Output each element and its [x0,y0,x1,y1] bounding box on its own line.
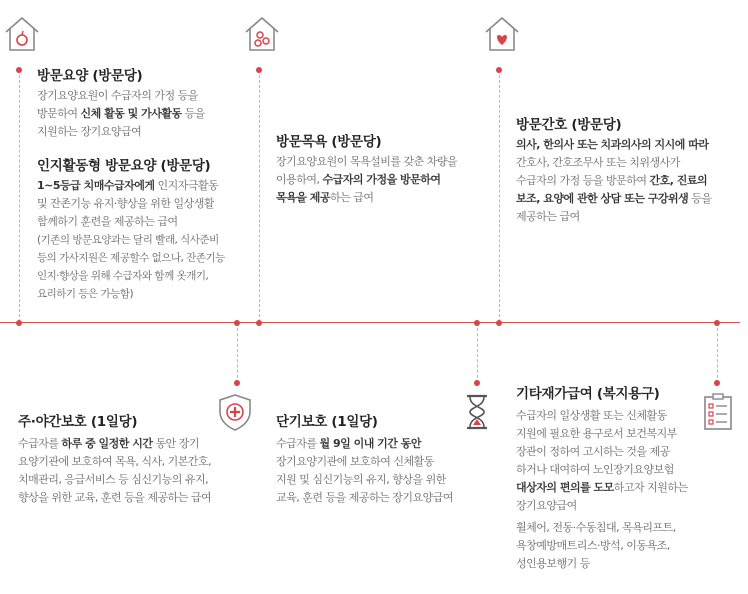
description-line: 장기요양요원이 수급자의 가정 등을 [37,89,198,102]
description-line: 1~5등급 치매수급자에게 인지자극활동 [37,179,219,192]
description-line: 장기요양급여 [516,499,577,512]
timeline-dot [474,320,480,326]
description-line: 요양기관에 보호하여 목욕, 식사, 기본간호, [18,455,212,468]
description-line: 수급자를 하루 중 일정한 시간 동안 장기 [18,437,200,450]
timeline-dot [16,67,22,73]
description-line: 대상자의 편의를 도모하고자 지원하는 [516,481,688,494]
house-heart-icon [482,14,522,54]
timeline-dot [714,320,720,326]
description-line: 의사, 한의사 또는 치과의사의 지시에 따라 [516,138,709,151]
timeline-dot [496,320,502,326]
description-line: 간호사, 간호조무사 또는 치위생사가 [516,156,680,169]
cognitive-home-care-section [37,154,242,303]
home-visit-care-section [37,64,242,141]
section-description [37,87,242,141]
house-nodes-icon [242,14,282,54]
description-line: 수급자의 일상생활 또는 신체활동 [516,409,667,422]
section-description [276,435,486,507]
description-line: 향상을 위한 교육, 훈련 등을 제공하는 급여 [18,491,212,504]
timeline-dot [234,320,240,326]
description-line: 및 잔존기능 유지·향상을 위한 일상생활 [37,197,214,210]
connector [499,70,500,322]
timeline-line [0,322,740,323]
description-line: 함께하기 훈련을 제공하는 급여 [37,215,178,228]
description-line: 휠체어, 전동·수동침대, 목욕리프트, [516,521,676,534]
description-line: 욕창예방매트리스·방석, 이동욕조, [516,539,670,552]
house-apple-icon [2,14,42,54]
section-title: 방문요양 (방문당) [37,68,143,84]
section-note [37,231,242,303]
description-line: 목욕을 제공하는 급여 [276,191,374,204]
description-line: 인지·향상을 위해 수급자와 함께 옷개기, [37,270,209,282]
description-line: 장기요양기관에 보호하여 신체활동 [276,455,434,468]
connector [717,323,718,383]
home-nursing-section [516,113,741,226]
timeline-dot [234,380,240,386]
description-line: 수급자의 가정 등을 방문하여 간호, 진료의 [516,174,708,187]
section-title: 방문간호 (방문당) [516,117,622,133]
timeline-dot [16,320,22,326]
connector [477,323,478,383]
timeline-dot [256,67,262,73]
description-line: 하거나 대여하여 노인장기요양보험 [516,463,674,476]
description-line: 장기요양요원이 목욕설비를 갖춘 차량을 [276,155,458,168]
description-line: 지원하는 장기요양급여 [37,125,142,138]
section-description [18,435,243,507]
description-line: 성인용보행기 등 [516,557,590,570]
description-line: 이용하여, 수급자의 가정을 방문하여 [276,173,441,186]
description-line: 장관이 정하여 고시하는 것을 제공 [516,445,670,458]
description-line: 제공하는 급여 [516,210,580,223]
description-line: (기존의 방문요양과는 달리 빨래, 식사준비 [37,234,219,246]
section-description [516,407,716,515]
section-title: 단기보호 (1일당) [276,414,378,430]
equipment-list [516,519,716,573]
section-description [276,153,486,207]
description-line: 보조, 요양에 관한 상담 또는 구강위생 등을 [516,192,712,205]
description-line: 교육, 훈련 등을 제공하는 장기요양급여 [276,491,453,504]
home-bathing-section [276,130,486,207]
description-line: 요리하기 등은 가능함) [37,288,134,300]
connector [237,323,238,383]
timeline-dot [256,320,262,326]
section-title: 방문목욕 (방문당) [276,134,382,150]
connector [259,70,260,322]
description-line: 지원 및 심신기능의 유지, 향상을 위한 [276,473,446,486]
section-title: 주·야간보호 (1일당) [18,414,138,430]
day-night-care-section [18,410,243,507]
section-description [37,177,242,231]
section-description [516,136,741,226]
description-line: 등의 가사지원은 제공할수 없으나, 잔존기능 [37,252,225,264]
description-line: 치매관리, 응급서비스 등 심신기능의 유지, [18,473,209,486]
timeline-dot [474,380,480,386]
connector [19,70,20,322]
short-term-care-section [276,410,486,507]
section-title: 기타재가급여 (복지용구) [516,386,660,402]
description-line: 지원에 필요한 용구로서 보건복지부 [516,427,677,440]
section-title: 인지활동형 방문요양 (방문당) [37,158,211,174]
timeline-dot [496,67,502,73]
other-home-benefits-section [516,382,716,573]
description-line: 수급자를 월 9일 이내 기간 동안 [276,437,421,450]
description-line: 방문하여 신체 활동 및 가사활동 등을 [37,107,205,120]
